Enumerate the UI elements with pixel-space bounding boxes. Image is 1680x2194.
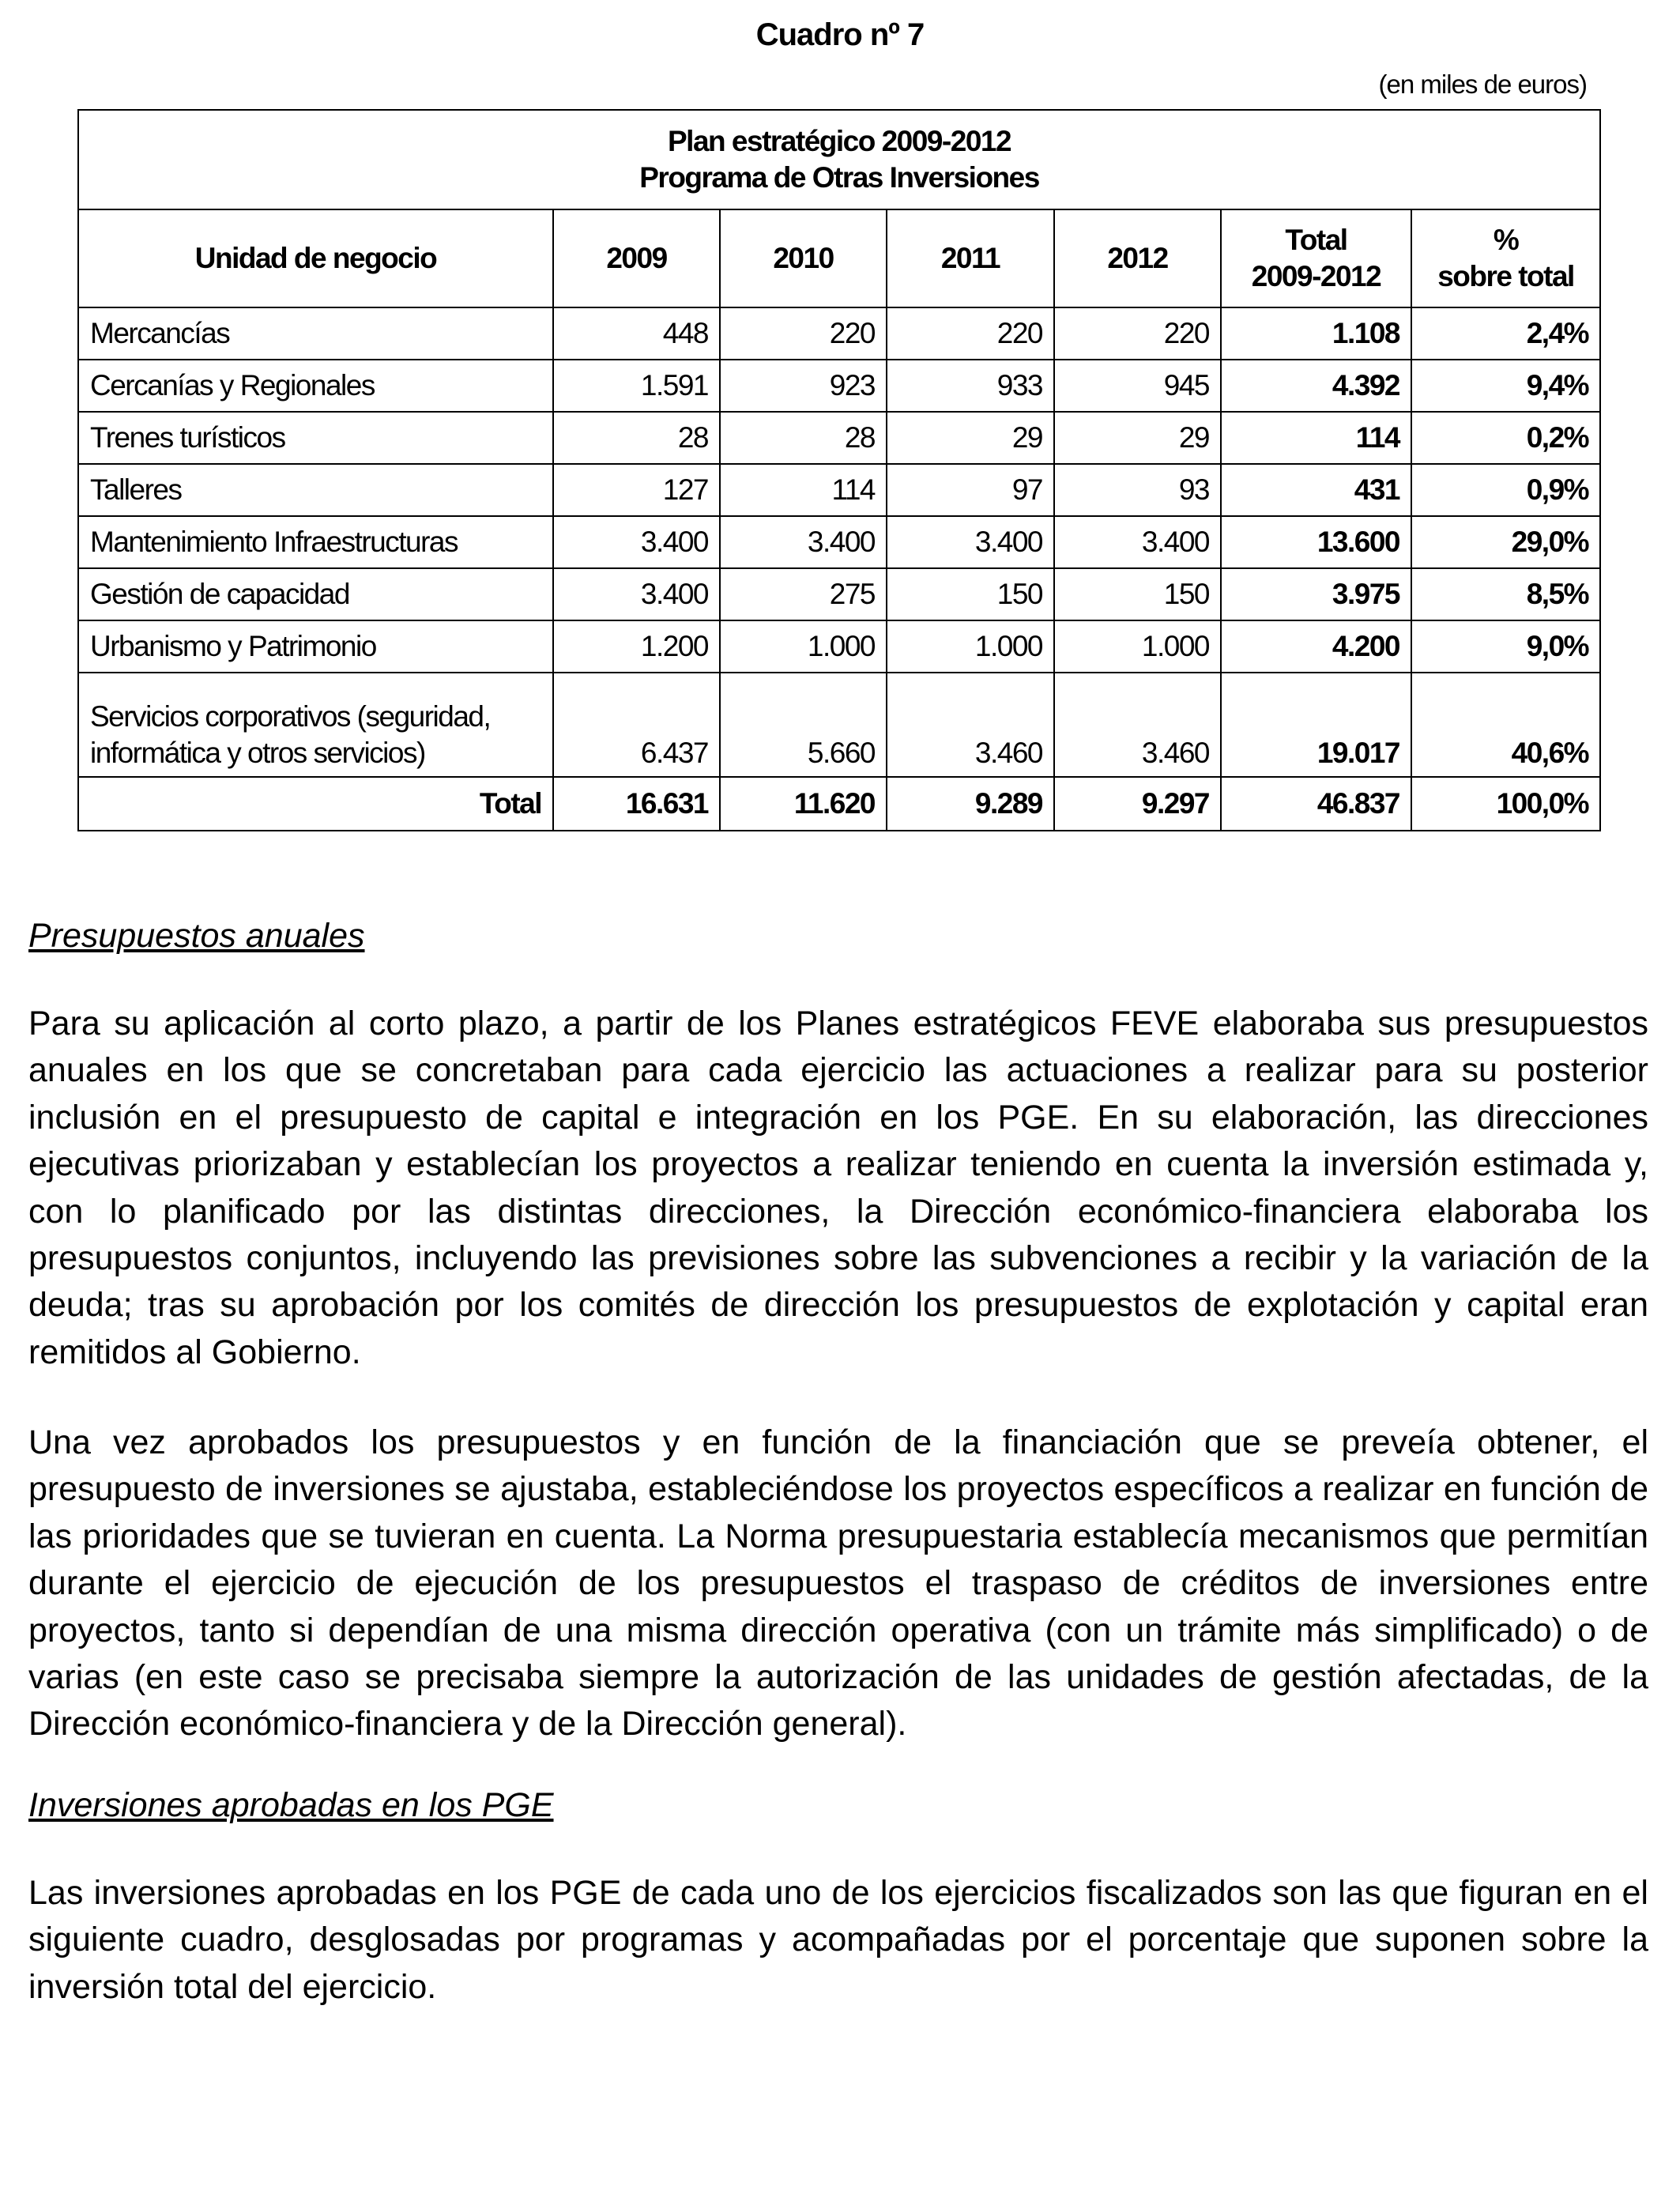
cell-2009: 3.400	[553, 568, 720, 620]
cell-pct: 0,2%	[1411, 412, 1600, 464]
header-2009: 2009	[553, 209, 720, 307]
cell-2009: 448	[553, 307, 720, 360]
cell-total: 431	[1221, 464, 1411, 516]
table-title-line2: Programa de Otras Inversiones	[639, 161, 1039, 194]
cell-2012: 945	[1054, 360, 1221, 412]
cell-2010: 3.400	[720, 516, 887, 568]
units-note: (en miles de euros)	[1378, 70, 1587, 99]
cell-pct: 9,4%	[1411, 360, 1600, 412]
cell-total: 19.017	[1221, 673, 1411, 777]
cell-2011: 97	[887, 464, 1054, 516]
total-label: Total	[78, 777, 553, 831]
table-title-row	[78, 110, 1600, 209]
cell-2010: 114	[720, 464, 887, 516]
cell-2011: 150	[887, 568, 1054, 620]
cell-pct: 8,5%	[1411, 568, 1600, 620]
cell-2012: 220	[1054, 307, 1221, 360]
cell-2012: 3.400	[1054, 516, 1221, 568]
cell-2011: 29	[887, 412, 1054, 464]
total-2012: 9.297	[1054, 777, 1221, 831]
cell-2010: 5.660	[720, 673, 887, 777]
table-row	[78, 412, 1600, 464]
cell-pct: 0,9%	[1411, 464, 1600, 516]
table-row	[78, 464, 1600, 516]
header-2012: 2012	[1054, 209, 1221, 307]
paragraph-presupuestos-2: Una vez aprobados los presupuestos y en función de la financiación que se preveía obtener, el presupuesto de inversiones se ajustaba, estableciéndose los proyectos específicos a realizar en función de las prioridades que se tuvieran en cuenta. La Norma presupuestaria establecía mecanismos que permitían durante el ejercicio de ejecución de los presupuestos el traspaso de créditos de inversiones entre proyectos, tanto si dependían de una misma dirección operativa (con un trámite más simplificado) o de varias (en este caso se precisaba siempre la autorización de las unidades de gestión afectadas, de la Dirección económico-financiera y de la Dirección general).	[28, 1423, 1648, 1744]
header-unit: Unidad de negocio	[78, 209, 553, 307]
header-total	[1221, 209, 1411, 307]
cell-2010: 220	[720, 307, 887, 360]
header-pct-line1: %	[1493, 224, 1519, 256]
cell-pct: 2,4%	[1411, 307, 1600, 360]
table-total-row	[78, 777, 1600, 831]
total-2009: 16.631	[553, 777, 720, 831]
row-name	[78, 673, 553, 777]
row-name: Mercancías	[78, 307, 553, 360]
table-row	[78, 673, 1600, 777]
header-total-line2: 2009-2012	[1251, 260, 1381, 292]
row-name: Cercanías y Regionales	[78, 360, 553, 412]
header-total-line1: Total	[1285, 224, 1347, 256]
row-name: Talleres	[78, 464, 553, 516]
cell-total: 1.108	[1221, 307, 1411, 360]
table-header-row	[78, 209, 1600, 307]
table-row	[78, 516, 1600, 568]
header-pct-line2: sobre total	[1437, 260, 1574, 292]
row-name: Mantenimiento Infraestructuras	[78, 516, 553, 568]
cell-2012: 29	[1054, 412, 1221, 464]
cell-pct: 9,0%	[1411, 620, 1600, 673]
total-total: 46.837	[1221, 777, 1411, 831]
cell-2010: 1.000	[720, 620, 887, 673]
total-2010: 11.620	[720, 777, 887, 831]
cell-2009: 1.591	[553, 360, 720, 412]
row-name-line1: Servicios corporativos (seguridad,	[90, 700, 491, 733]
investment-table	[77, 109, 1601, 831]
row-name: Gestión de capacidad	[78, 568, 553, 620]
table-title	[78, 110, 1600, 209]
cell-2010: 275	[720, 568, 887, 620]
table-title-line1: Plan estratégico 2009-2012	[668, 125, 1011, 157]
cell-2012: 1.000	[1054, 620, 1221, 673]
row-name: Urbanismo y Patrimonio	[78, 620, 553, 673]
table-row	[78, 360, 1600, 412]
cell-2010: 923	[720, 360, 887, 412]
cell-total: 13.600	[1221, 516, 1411, 568]
cell-total: 3.975	[1221, 568, 1411, 620]
paragraph-inversiones-1: Las inversiones aprobadas en los PGE de cada uno de los ejercicios fiscalizados son las que figuran en el siguiente cuadro, desglosadas por programas y acompañadas por el porcentaje que suponen sobre la inversión total del ejercicio.	[28, 1874, 1648, 2006]
cell-2011: 3.460	[887, 673, 1054, 777]
cell-2011: 933	[887, 360, 1054, 412]
table-row	[78, 620, 1600, 673]
cell-pct: 29,0%	[1411, 516, 1600, 568]
table-row	[78, 307, 1600, 360]
cell-2012: 93	[1054, 464, 1221, 516]
cell-2011: 220	[887, 307, 1054, 360]
total-pct: 100,0%	[1411, 777, 1600, 831]
cell-total: 114	[1221, 412, 1411, 464]
cell-2009: 127	[553, 464, 720, 516]
cell-total: 4.200	[1221, 620, 1411, 673]
cell-2012: 150	[1054, 568, 1221, 620]
cuadro-title: Cuadro nº 7	[755, 17, 925, 52]
paragraph-presupuestos-1: Para su aplicación al corto plazo, a partir de los Planes estratégicos FEVE elaboraba sus presupuestos anuales en los que se concretaban para cada ejercicio las actuaciones a realizar para su posterior inclusión en el presupuesto de capital e integración en los PGE. En su elaboración, las direcciones ejecutivas priorizaban y establecían los proyectos a realizar teniendo en cuenta la inversión estimada y, con lo planificado por las distintas direcciones, la Dirección económico-financiera elaboraba los presupuestos conjuntos, incluyendo las previsiones sobre las subvenciones a recibir y la variación de la deuda; tras su aprobación por los comités de dirección los presupuestos de explotación y capital eran remitidos al Gobierno.	[28, 1005, 1648, 1371]
section-title-presupuestos: Presupuestos anuales	[28, 917, 365, 955]
cell-2009: 6.437	[553, 673, 720, 777]
section-title-inversiones: Inversiones aprobadas en los PGE	[28, 1786, 554, 1824]
header-pct	[1411, 209, 1600, 307]
cell-2009: 28	[553, 412, 720, 464]
cell-2009: 3.400	[553, 516, 720, 568]
cell-2010: 28	[720, 412, 887, 464]
cell-pct: 40,6%	[1411, 673, 1600, 777]
row-name: Trenes turísticos	[78, 412, 553, 464]
cell-total: 4.392	[1221, 360, 1411, 412]
cell-2009: 1.200	[553, 620, 720, 673]
row-name-line2: informática y otros servicios)	[90, 737, 425, 769]
table-row	[78, 568, 1600, 620]
header-2011: 2011	[887, 209, 1054, 307]
header-2010: 2010	[720, 209, 887, 307]
cell-2012: 3.460	[1054, 673, 1221, 777]
cell-2011: 1.000	[887, 620, 1054, 673]
total-2011: 9.289	[887, 777, 1054, 831]
cell-2011: 3.400	[887, 516, 1054, 568]
